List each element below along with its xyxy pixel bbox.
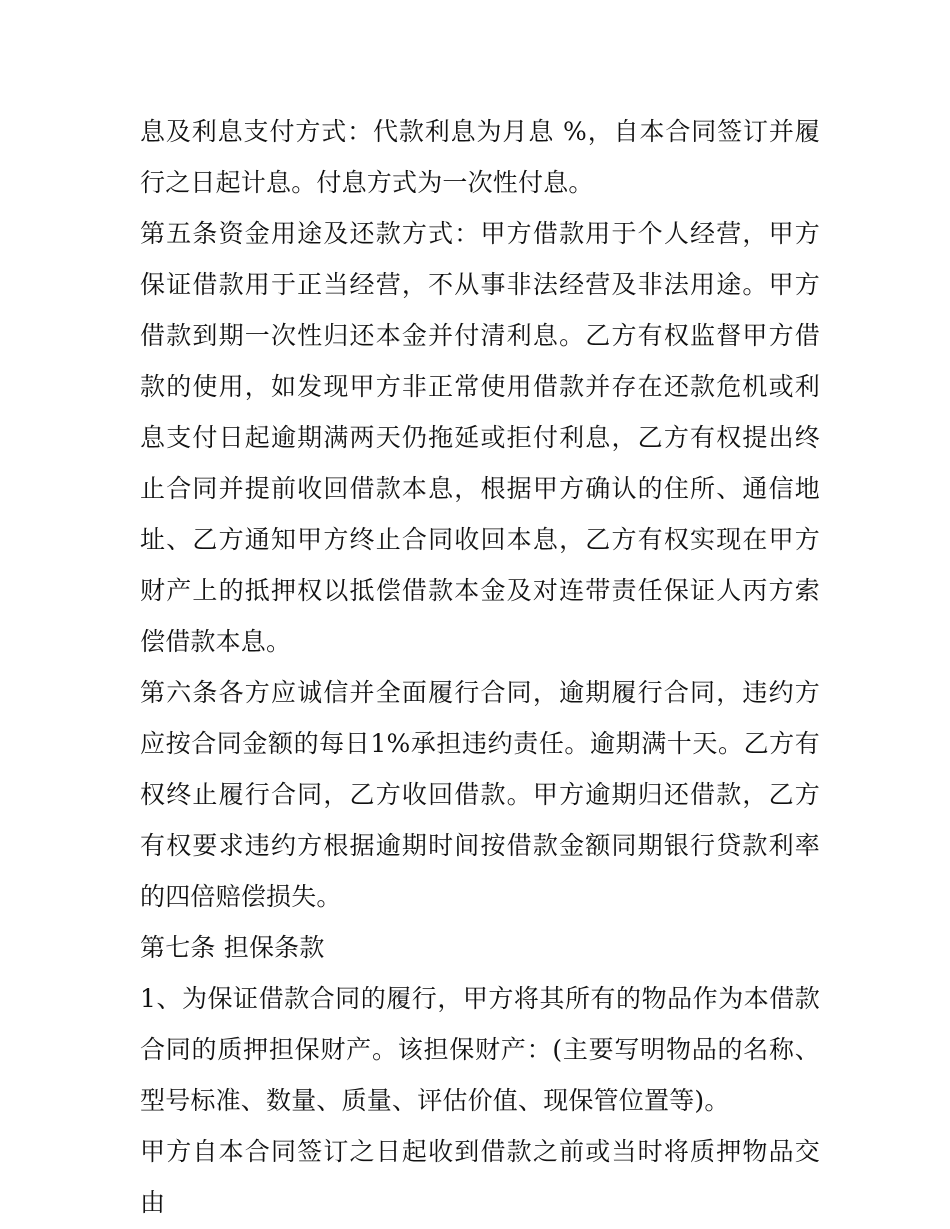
document-body	[140, 106, 820, 1228]
paragraph-article-7-heading: 第七条 担保条款	[140, 933, 325, 962]
paragraph-interest-payment: 息及利息支付方式：代款利息为月息 %，自本合同签订并履行之日起计息。付息方式为一次性付息。	[140, 117, 820, 197]
paragraph-article-5: 第五条资金用途及还款方式：甲方借款用于个人经营，甲方保证借款用于正当经营，不从事非法经营及非法用途。甲方借款到期一次性归还本金并付清利息。乙方有权监督甲方借款的使用，如发现甲方非正常使用借款并存在还款危机或利息支付日起逾期满两天仍拖延或拒付利息，乙方有权提出终止合同并提前收回借款本息，根据甲方确认的住所、通信地址、乙方通知甲方终止合同收回本息，乙方有权实现在甲方财产上的抵押权以抵偿借款本金及对连带责任保证人丙方索偿借款本息。	[140, 219, 820, 656]
paragraph-article-6: 第六条各方应诚信并全面履行合同，逾期履行合同，违约方应按合同金额的每日1%承担违约责任。逾期满十天。乙方有权终止履行合同，乙方收回借款。甲方逾期归还借款，乙方有权要求违约方根据逾期时间按借款金额同期银行贷款利率的四倍赔偿损失。	[140, 678, 820, 911]
paragraph-pledge-delivery: 甲方自本合同签订之日起收到借款之前或当时将质押物品交由	[140, 1137, 820, 1217]
paragraph-guarantee-item-1: 1、为保证借款合同的履行，甲方将其所有的物品作为本借款合同的质押担保财产。该担保财产：(主要写明物品的名称、型号标准、数量、质量、评估价值、现保管位置等)。	[140, 984, 820, 1115]
